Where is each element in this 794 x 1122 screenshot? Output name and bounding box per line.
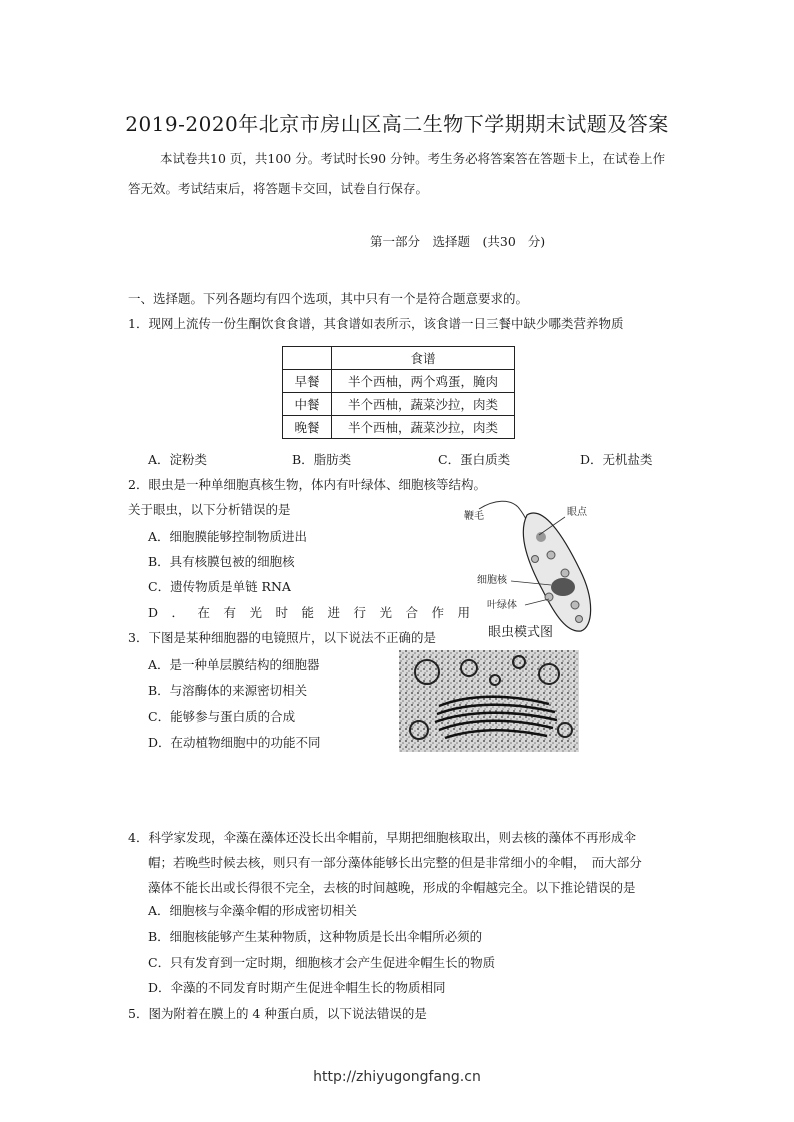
q2-option-b: B．具有核膜包被的细胞核 xyxy=(148,554,295,569)
table-row xyxy=(283,347,515,370)
euglena-figure xyxy=(455,495,615,635)
chloroplast-label: 叶绿体 xyxy=(487,600,517,611)
page-title: 2019-2020年北京市房山区高二生物下学期期末试题及答案 xyxy=(125,112,669,136)
q1-stem: 1．现网上流传一份生酮饮食食谱，其食谱如表所示，该食谱一日三餐中缺少哪类营养物质 xyxy=(128,316,624,331)
table-row xyxy=(283,416,515,439)
q3-option-c: C．能够参与蛋白质的合成 xyxy=(148,709,296,724)
section-heading: 第一部分 选择题 (共30 分) xyxy=(370,234,546,249)
q2-stem-line2: 关于眼虫，以下分析错误的是 xyxy=(128,502,291,517)
nucleus-label: 细胞核 xyxy=(477,575,507,586)
q3-option-a: A．是一种单层膜结构的细胞器 xyxy=(148,657,320,672)
q4-option-d: D．伞藻的不同发育时期产生促进伞帽生长的物质相同 xyxy=(148,980,446,995)
q4-line2: 帽；若晚些时候去核，则只有一部分藻体能够长出完整的但是非常细小的伞帽， 而大部分 xyxy=(148,855,642,870)
flagellum-label: 鞭毛 xyxy=(464,511,484,522)
part-instruction: 一、选择题。下列各题均有四个选项，其中只有一个是符合题意要求的。 xyxy=(128,291,529,306)
q1-option-d: D．无机盐类 xyxy=(580,452,653,467)
q4-line3: 藻体不能长出或长得很不完全，去核的时间越晚，形成的伞帽越完全。以下推论错误的是 xyxy=(148,880,636,895)
food-cell: 半个西柚，蔬菜沙拉，肉类 xyxy=(332,416,515,439)
q3-option-b: B．与溶酶体的来源密切相关 xyxy=(148,683,308,698)
electron-micrograph-figure xyxy=(399,650,579,752)
euglena-caption: 眼虫模式图 xyxy=(488,625,554,640)
table-row xyxy=(283,393,515,416)
q4-option-a: A．细胞核与伞藻伞帽的形成密切相关 xyxy=(148,903,358,918)
meal-cell: 中餐 xyxy=(283,393,332,416)
food-cell: 半个西柚，蔬菜沙拉，肉类 xyxy=(332,393,515,416)
q2-option-c: C．遗传物质是单链 RNA xyxy=(148,579,291,594)
q2-stem-line1: 2．眼虫是一种单细胞真核生物，体内有叶绿体、细胞核等结构。 xyxy=(128,477,486,492)
eyespot-label: 眼点 xyxy=(567,507,587,518)
q4-line1: 4．科学家发现，伞藻在藻体还没长出伞帽前，早期把细胞核取出，则去核的藻体不再形成伞 xyxy=(128,830,636,845)
q4-option-b: B．细胞核能够产生某种物质，这种物质是长出伞帽所必须的 xyxy=(148,929,483,944)
meal-cell: 晚餐 xyxy=(283,416,332,439)
q4-option-c: C．只有发育到一定时期，细胞核才会产生促进伞帽生长的物质 xyxy=(148,955,496,970)
meal-cell: 早餐 xyxy=(283,370,332,393)
food-cell: 半个西柚，两个鸡蛋，腌肉 xyxy=(332,370,515,393)
q1-option-b: B．脂肪类 xyxy=(292,452,352,467)
q1-option-a: A．淀粉类 xyxy=(148,452,208,467)
q5-stem: 5．图为附着在膜上的 4 种蛋白质，以下说法错误的是 xyxy=(128,1006,427,1021)
diet-table xyxy=(282,346,515,439)
q1-option-c: C．蛋白质类 xyxy=(438,452,511,467)
table-header: 食谱 xyxy=(332,347,515,370)
q2-option-d: D．在有光时能进行光合作用 xyxy=(148,605,484,620)
q3-option-d: D．在动植物细胞中的功能不同 xyxy=(148,735,321,750)
exam-intro: 本试卷共10 页，共100 分。考试时长90 分钟。考生务必将答案答在答题卡上，在试卷上作答无效。考试结束后，将答题卡交回，试卷自行保存。 xyxy=(128,151,666,196)
footer-url[interactable]: http://zhiyugongfang.cn xyxy=(313,1069,481,1085)
table-row xyxy=(283,370,515,393)
q2-option-a: A．细胞膜能够控制物质进出 xyxy=(148,529,308,544)
q3-stem: 3．下图是某种细胞器的电镜照片，以下说法不正确的是 xyxy=(128,630,436,645)
